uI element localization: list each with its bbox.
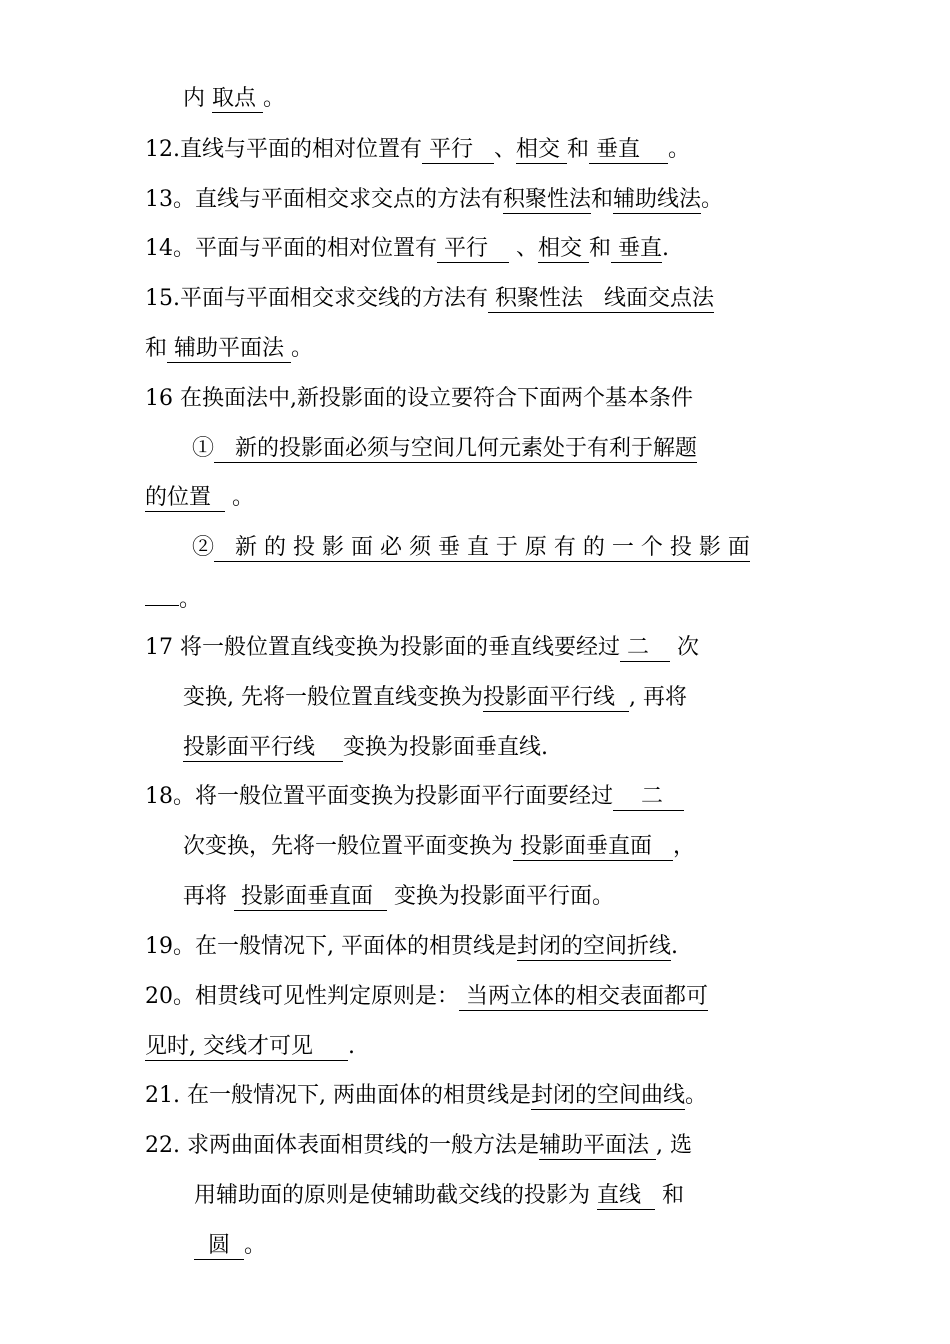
question-16: 16 在换面法中,新投影面的设立要符合下面两个基本条件: [145, 386, 693, 411]
answer-blank: 辅助线法: [613, 187, 702, 212]
answer-blank: 平行: [437, 236, 509, 261]
answer-blank: 当两立体的相交表面都可: [459, 984, 708, 1009]
question-17-cont-1: 变换, 先将一般位置直线变换为投影面平行线 , 再将: [183, 685, 687, 710]
question-17: 17 将一般位置直线变换为投影面的垂直线要经过 二 次: [145, 635, 699, 660]
condition-2-cont: 。: [145, 583, 201, 613]
condition-1: ① 新的投影面必须与空间几何元素处于有利于解题: [192, 436, 697, 461]
answer-blank: 的位置: [145, 485, 225, 510]
answer-blank: 新 的 投 影 面 必 须 垂 直 于 原 有 的 一 个 投 影 面: [214, 535, 750, 560]
answer-blank: 垂直: [589, 137, 668, 162]
answer-blank: 平行: [422, 137, 494, 162]
question-22-cont-1: 用辅助面的原则是使辅助截交线的投影为 直线 和: [194, 1183, 684, 1208]
answer-blank: 相交: [516, 137, 567, 162]
answer-blank: 封闭的空间折线: [516, 934, 671, 959]
question-14: 14。平面与平面的相对位置有 平行 、相交 和 垂直.: [145, 236, 669, 261]
question-18: 18。将一般位置平面变换为投影面平行面要经过 二: [145, 784, 684, 809]
question-15: 15.平面与平面相交求交线的方法有 积聚性法 线面交点法: [145, 286, 714, 311]
line-11-end: 内 取点 。: [183, 86, 286, 111]
answer-blank: 垂直: [611, 236, 662, 261]
condition-1-cont: 的位置 。: [145, 485, 254, 510]
answer-blank: 积聚性法: [503, 187, 592, 212]
answer-blank: [145, 583, 179, 606]
question-18-cont-1: 次变换，先将一般位置平面变换为 投影面垂直面 ，: [183, 834, 696, 859]
answer-blank: 投影面垂直面: [234, 884, 387, 909]
question-22-cont-2: 圆 。: [194, 1233, 266, 1258]
question-12: 12.直线与平面的相对位置有 平行 、相交 和 垂直 。: [145, 137, 690, 162]
answer-blank: 封闭的空间曲线: [530, 1083, 685, 1108]
question-20: 20。相贯线可见性判定原则是： 当两立体的相交表面都可: [145, 984, 708, 1009]
question-21: 21. 在一般情况下, 两曲面体的相贯线是封闭的空间曲线。: [145, 1083, 707, 1108]
condition-2: ② 新 的 投 影 面 必 须 垂 直 于 原 有 的 一 个 投 影 面: [192, 535, 750, 560]
answer-blank: 投影面平行线: [183, 735, 343, 760]
answer-blank: 辅助平面法: [167, 336, 292, 361]
answer-blank: 二: [620, 635, 670, 660]
answer-blank: 取点: [212, 86, 263, 111]
answer-blank: 投影面垂直面: [513, 834, 673, 859]
question-17-cont-2: 投影面平行线 变换为投影面垂直线.: [183, 735, 548, 760]
answer-blank: 圆: [194, 1233, 244, 1258]
answer-blank: 辅助平面法: [538, 1133, 656, 1158]
answer-blank: 投影面平行线: [483, 685, 629, 710]
question-18-cont-2: 再将 投影面垂直面 变换为投影面平行面。: [183, 884, 614, 909]
answer-blank: 积聚性法 线面交点法: [488, 286, 714, 311]
answer-blank: 二: [613, 784, 684, 809]
question-19: 19。在一般情况下, 平面体的相贯线是封闭的空间折线.: [145, 934, 678, 959]
answer-blank: 新的投影面必须与空间几何元素处于有利于解题: [214, 436, 697, 461]
answer-blank: 见时, 交线才可见: [145, 1034, 348, 1059]
question-15-cont: 和 辅助平面法 。: [145, 336, 314, 361]
question-20-cont: 见时, 交线才可见 .: [145, 1034, 355, 1059]
question-13: 13。直线与平面相交求交点的方法有积聚性法和辅助线法。: [145, 187, 724, 212]
question-22: 22. 求两曲面体表面相贯线的一般方法是辅助平面法 , 选: [145, 1133, 692, 1158]
answer-blank: 相交: [537, 236, 589, 261]
answer-blank: 直线: [597, 1183, 655, 1208]
